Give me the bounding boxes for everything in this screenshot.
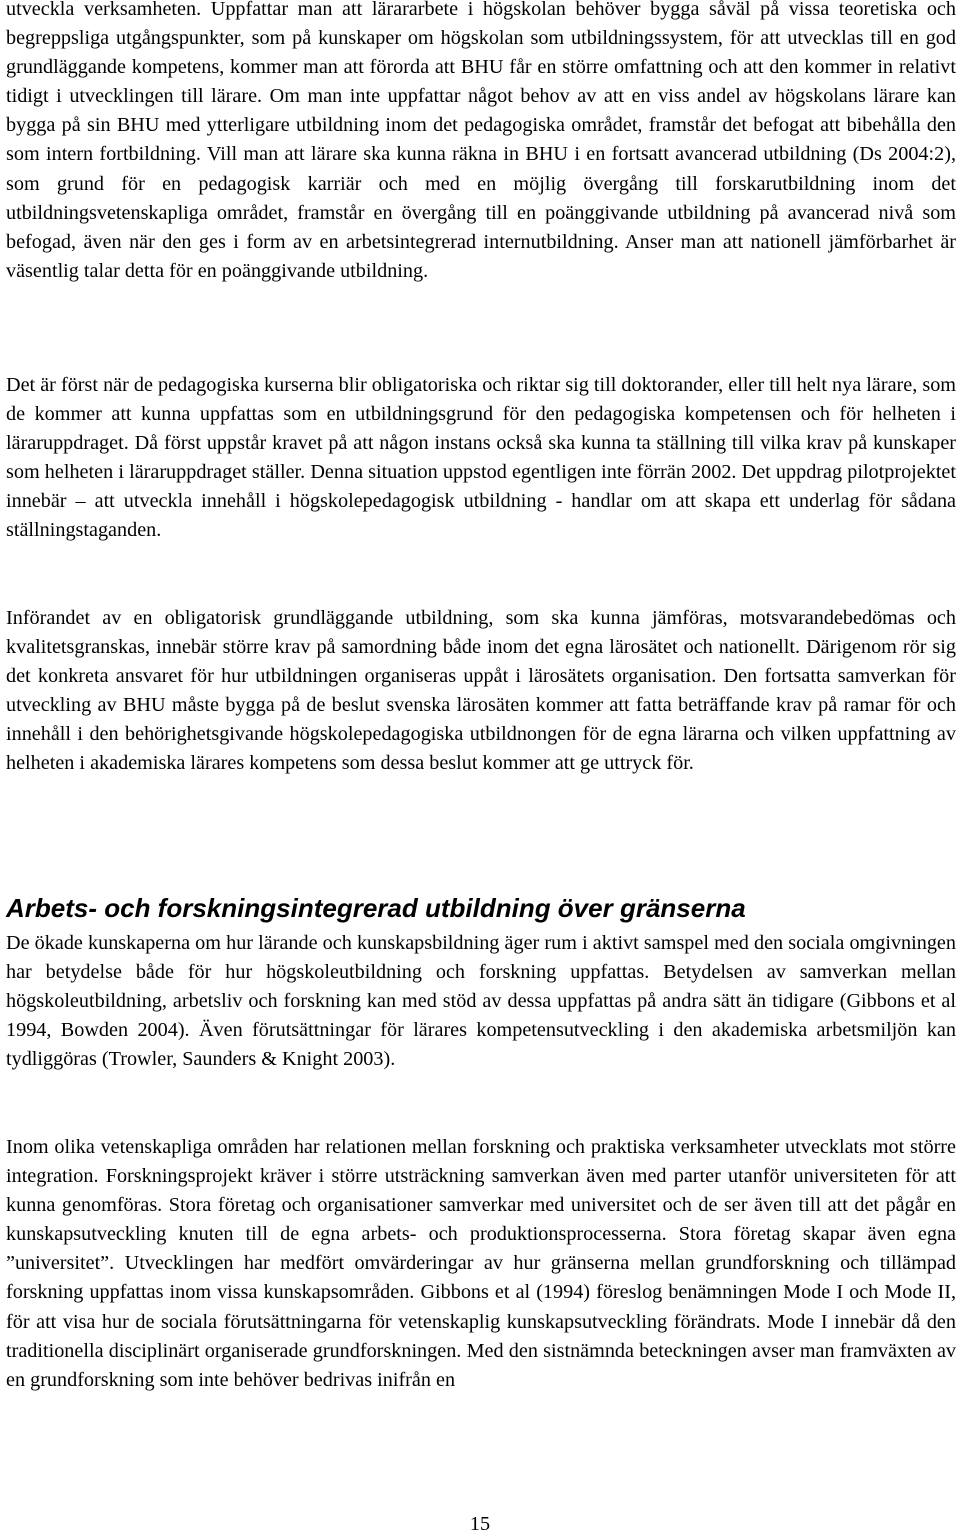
paragraph-learning-knowledge	[6, 929, 956, 1074]
sentence: Vill man att lärare ska kunna räkna in BHU i en fortsatt avancerad utbildning (Ds 2004:2), som grund för en pedagogisk karriär och med en möjlig övergång till forskarutbildning inom det utbildningsvetenskapliga området, framstår en övergång till en poänggivande utbildning på avancerad nivå som befogad, även när den ges i form av en arbetsintegrerad internutbildning.	[6, 143, 956, 253]
sentence: Med den sistnämnda beteckningen avser man framväxten av en grundforskning som inte behöver bedrivas inifrån en	[6, 1339, 956, 1391]
paragraph-obligatory-courses	[6, 371, 956, 546]
paragraph-bhu-scope	[6, 0, 956, 286]
sentence: Införandet av en obligatorisk grundläggande utbildning, som ska kunna jämföras, motsvarandebedömas och kvalitetsgranskas, innebär större krav på samordning både inom det egna lärosätet och nationellt.	[6, 607, 956, 659]
paragraph-research-integration	[6, 1133, 956, 1395]
sentence: Det uppdrag pilotprojektet innebär – att utveckla innehåll i högskolepedagogisk utbildning - handlar om att skapa ett underlag för sådana ställningstaganden.	[6, 461, 957, 542]
sentence: Det är först när de pedagogiska kurserna blir obligatoriska och riktar sig till doktorander, eller till helt nya lärare, som de kommer att kunna uppfattas som en utbildningsgrund för den pedagogiska kompetensen och för helheten i läraruppdraget.	[6, 374, 956, 455]
sentence: Stora företag skapar även egna ”universitet”.	[6, 1223, 956, 1275]
sentence: utveckla verksamheten.	[6, 0, 211, 20]
sentence: Betydelsen av samverkan mellan högskoleutbildning, arbetsliv och forskning kan med stöd av dessa uppfattas på andra sätt än tidigare (Gibbons et al 1994, Bowden 2004).	[6, 961, 956, 1042]
sentence: Denna situation uppstod egentligen inte förrän 2002.	[310, 461, 742, 484]
sentence: Mode I innebär då den traditionella disciplinärt organiserade grundforskningen.	[6, 1310, 956, 1362]
sentence: Även förutsättningar för lärares kompetensutveckling i den akademiska arbetsmiljön kan tydliggöras (Trowler, Saunders & Knight 2003).	[6, 1019, 956, 1071]
sentence: Stora företag och organisationer samverkar med universitet och de ser även till att det pågår en kunskapsutveckling knuten till de egna arbets- och produktionsprocesserna.	[6, 1194, 957, 1246]
sentence: Inom olika vetenskapliga områden har relationen mellan forskning och praktiska verksamheter utvecklats mot större integration.	[6, 1136, 956, 1188]
sentence: Anser man att nationell jämförbarhet är väsentlig talar detta för en poänggivande utbildning.	[6, 230, 957, 282]
sentence: Då först uppstår kravet på att någon instans också ska kunna ta ställning till vilka krav på kunskaper som helheten i läraruppdraget ställer.	[6, 432, 956, 484]
sentence: Uppfattar man att lärararbete i högskolan behöver bygga såväl på vissa teoretiska och begreppsliga utgångspunkter, som på kunskaper om högskolan som utbildningssystem, för att utvecklas till en god grundläggande kompetens, kommer man att förorda att BHU får en större omfattning och att den kommer in relativt tidigt i utvecklingen till lärare.	[6, 0, 956, 108]
sentence: Forskningsprojekt kräver i större utsträckning samverkan även med parter utanför universiteten för att kunna genomföras.	[6, 1165, 957, 1217]
sentence: Utvecklingen har medfört omvärderingar av hur gränserna mellan grundforskning och tillämpad forskning uppfattas inom vissa kunskapsområden.	[6, 1252, 956, 1304]
sentence: Om man inte uppfattar något behov av att en viss andel av högskolans lärare kan bygga på sin BHU med ytterligare utbildning inom det pedagogiska området, framstår det befogat att bibehålla den som intern fortbildning.	[6, 85, 956, 166]
paragraph-introduction	[6, 604, 956, 779]
sentence: Den fortsatta samverkan för utveckling av BHU måste bygga på de beslut svenska lärosäten kommer att fatta beträffande krav på ramar för och innehåll i den behörighetsgivande högskolepedagogiska utbildnongen för de egna lärarna och vilken uppfattning av helheten i akademiska lärares kompetens som dessa beslut kommer att ge uttryck för.	[6, 665, 956, 775]
section-heading: Arbets- och forskningsintegrerad utbildning över gränserna	[6, 893, 746, 923]
sentence: Gibbons et al (1994) föreslog benämningen Mode I och Mode II, för att visa hur de sociala förutsättningarna för vetenskaplig kunskapsutveckling förändrats.	[6, 1281, 956, 1333]
sentence: Därigenom rör sig det konkreta ansvaret för hur utbildningen organiseras uppåt i lärosätets organisation.	[6, 636, 956, 688]
sentence: De ökade kunskaperna om hur lärande och kunskapsbildning äger rum i aktivt samspel med den sociala omgivningen har betydelse både för hur högskoleutbildning och forskning uppfattas.	[6, 932, 956, 984]
page-number: 15	[469, 1513, 491, 1535]
